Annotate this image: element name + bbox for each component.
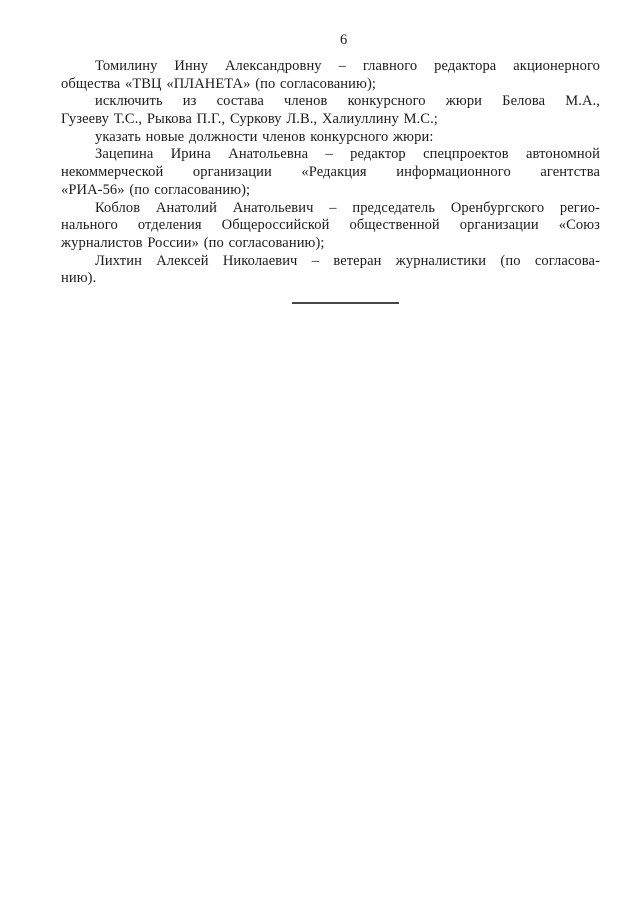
text-line: указать новые должности членов конкурсного жюри:: [95, 128, 434, 145]
text-line: Лихтин Алексей Николаевич – ветеран журналистики (по согласова-: [95, 252, 600, 269]
text-line: исключить из состава членов конкурсного жюри Белова М.А.,: [95, 93, 600, 110]
text-line: нию).: [61, 270, 97, 287]
text-line: Коблов Анатолий Анатольевич – председатель Оренбургского регио-: [95, 199, 600, 216]
end-of-document-divider: [292, 302, 399, 304]
page-number: 6: [340, 32, 348, 48]
text-line: Томилину Инну Александровну – главного редактора акционерного: [95, 58, 600, 74]
document-body-text: [61, 58, 600, 288]
text-line: общества «ТВЦ «ПЛАНЕТА» (по согласованию);: [61, 75, 377, 92]
text-line: нального отделения Общероссийской общественной организации «Союз: [61, 217, 600, 234]
text-line: Гузееву Т.С., Рыкова П.Г., Суркову Л.В., Халиуллину М.С.;: [61, 111, 438, 128]
text-line: журналистов России» (по согласованию);: [61, 234, 325, 251]
text-line: «РИА-56» (по согласованию);: [61, 181, 251, 198]
text-line: Зацепина Ирина Анатольевна – редактор спецпроектов автономной: [95, 146, 600, 163]
text-line: некоммерческой организации «Редакция информационного агентства: [61, 164, 600, 181]
